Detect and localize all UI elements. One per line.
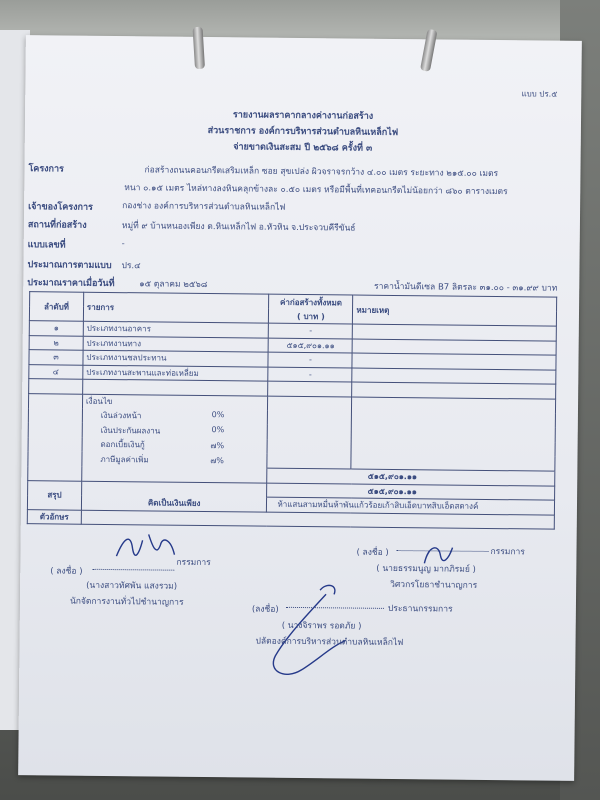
row-item: ประเภทงานอาคาร [83, 321, 269, 337]
summary-label: สรุป [27, 480, 81, 510]
subtotal-value: ๕๑๕,๙๐๑.๑๑ [267, 468, 555, 486]
left-sign-name: (นางสาวทัศพัน แสงรวม) [86, 580, 178, 592]
site-label: สถานที่ก่อสร้าง [27, 220, 87, 231]
row-no: ๓ [29, 350, 83, 365]
owner-value: กองช่าง องค์การบริหารส่วนตำบลหินเหล็กไฟ [122, 201, 286, 213]
amount-text: ห้าแสนสามหมื่นห้าพันแก้วร้อยเก้าสิบเอ็ดบาทสิบเอ็ดสตางค์ [267, 497, 555, 515]
budget-line: จ่ายขาดเงินสะสม ปี ๒๕๖๘ ครั้งที่ ๓ [233, 142, 373, 154]
row-no: ๒ [29, 335, 83, 350]
header-no: ลำดับที่ [29, 292, 83, 322]
estimate-date-value: ๑๕ ตุลาคม ๒๕๖๘ [139, 279, 208, 291]
document-paper [18, 35, 582, 781]
estimate-form-value: ปร.๔ [121, 261, 141, 272]
owner-label: เจ้าของโครงการ [28, 202, 93, 213]
row-item: ประเภทงานทาง [83, 336, 269, 352]
estimate-date-label: ประมาณราคาเมื่อวันที่ [27, 278, 115, 290]
right-sign-role: กรรมการ [490, 547, 525, 558]
condition-pct: ๗% [210, 455, 224, 465]
condition-name: เงินล่วงหน้า [100, 411, 142, 421]
row-item: ประเภทงานชลประทาน [83, 350, 269, 366]
right-sign-name: ( นายธรรมนูญ มากภิรมย์ ) [376, 563, 476, 575]
right-sign-position: วิศวกรโยธาชำนาญการ [390, 579, 478, 591]
header-item: รายการ [83, 292, 269, 323]
rounded-label: คิดเป็นเงินเพียง [81, 495, 267, 511]
project-label: โครงการ [28, 164, 64, 175]
conditions-label: เงื่อนไข [82, 394, 268, 410]
chair-sign-role: ประธานกรรมการ [387, 603, 453, 615]
fuel-price-note: ราคาน้ำมันดีเซล B7 ลิตรละ ๓๑.๐๐ - ๓๑.๙๙ บาท [374, 281, 558, 294]
chair-sign-prefix: (ลงชื่อ) [251, 604, 279, 615]
row-no: ๔ [29, 364, 83, 379]
document-title: รายงานผลราคากลางค่างานก่อสร้าง [232, 110, 374, 122]
left-sign-role: กรรมการ [176, 557, 211, 569]
header-cost: ค่าก่อสร้างทั้งหมด [269, 294, 353, 309]
estimate-form-label: ประมาณการตามแบบ [27, 260, 112, 272]
header-remark: หมายเหตุ [353, 295, 557, 326]
condition-pct: 0% [211, 410, 225, 420]
row-cost: - [268, 352, 352, 367]
chair-sign-position: ปลัดองค์การบริหารส่วนตำบลหินเหล็กไฟ [255, 636, 404, 649]
right-sign-prefix: ( ลงชื่อ ) [356, 547, 389, 558]
left-sign-line [92, 562, 174, 571]
row-cost: ๕๑๕,๙๐๑.๑๑ [269, 338, 353, 353]
form-code: แบบ ปร.๕ [521, 89, 558, 99]
left-sign-prefix: ( ลงชื่อ ) [50, 566, 83, 577]
agency-line: ส่วนราชการ องค์การบริหารส่วนตำบลหินเหล็กไฟ [207, 126, 399, 139]
chair-sign-line [286, 600, 384, 609]
signature-left [112, 526, 182, 567]
text-label: ตัวอักษร [27, 509, 81, 524]
condition-name: ดอกเบี้ยเงินกู้ [100, 440, 145, 450]
cost-table [27, 291, 557, 530]
project-line-2: หนา ๐.๑๕ เมตร ไหล่ทางลงหินคลุกข้างละ ๐.๕๐ เมตร หรือมีพื้นที่เทคอนกรีตไม่น้อยกว่า ๘๖๐ ตารางเมตร [124, 183, 508, 198]
project-line-1: ก่อสร้างถนนคอนกรีตเสริมเหล็ก ซอย สุขเปล่ง ผิวจราจรกว้าง ๔.๐๐ เมตร ระยะทาง ๒๑๕.๐๐ เมตร [144, 165, 499, 180]
row-no: ๑ [29, 321, 83, 336]
right-sign-line [397, 543, 489, 552]
row-cost: - [269, 323, 353, 338]
condition-pct: 0% [211, 424, 225, 434]
condition-pct: ๗% [210, 441, 225, 451]
row-item: ประเภทงานสะพานและท่อเหลี่ยม [83, 365, 269, 381]
plan-value: - [121, 239, 125, 250]
left-sign-position: นักจัดการงานทั่วไปชำนาญการ [69, 596, 184, 608]
row-cost: - [268, 367, 352, 382]
header-cost-unit: ( บาท ) [269, 309, 353, 324]
condition-name: เงินประกันผลงาน [100, 425, 161, 436]
plan-label: แบบเลขที่ [27, 240, 66, 251]
chair-sign-name: ( นางจิราพร รอดภัย ) [281, 620, 362, 632]
site-value: หมู่ที่ ๙ บ้านหนองเพียง ต.หินเหล็กไฟ อ.หัวหิน จ.ประจวบคีรีขันธ์ [121, 221, 356, 234]
summary-total: ๕๑๕,๙๐๑.๑๑ [267, 483, 555, 501]
condition-name: ภาษีมูลค่าเพิ่ม [100, 454, 149, 465]
